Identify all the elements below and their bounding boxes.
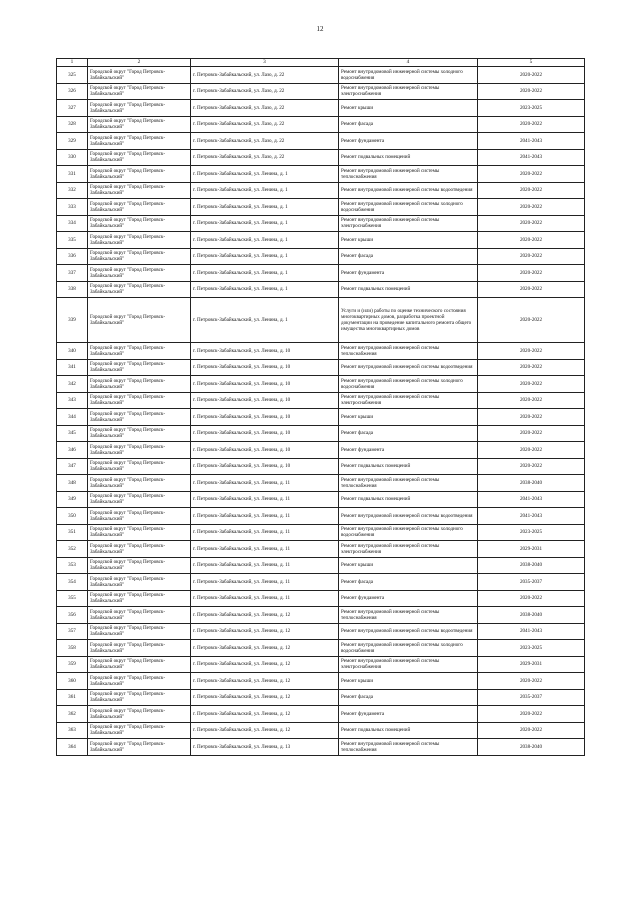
row-number-cell: 363 [57,722,88,739]
address-cell: г. Петровск-Забайкальский, ул. Ленина, д. 11 [191,590,339,607]
row-number-cell: 350 [57,508,88,525]
work-type-cell: Ремонт внутридомовой инженерной системы водоотведения [339,182,478,199]
table-row [57,83,585,100]
address-cell: г. Петровск-Забайкальский, ул. Ленина, д. 13 [191,739,339,756]
period-cell: 2020-2022 [478,359,585,376]
work-type-cell: Ремонт фундамента [339,706,478,723]
period-cell: 2038-2040 [478,475,585,492]
row-number-cell: 343 [57,392,88,409]
period-cell: 2041-2043 [478,491,585,508]
work-type-cell: Ремонт внутридомовой инженерной системы электроснабжения [339,215,478,232]
capital-repair-table [56,58,585,756]
municipality-cell: Городской округ "Город Петровск-Забайкальский" [88,232,191,249]
table-body [57,67,585,756]
work-type-cell: Ремонт фасада [339,689,478,706]
row-number-cell: 347 [57,458,88,475]
period-cell: 2038-2040 [478,557,585,574]
municipality-cell: Городской округ "Город Петровск-Забайкальский" [88,673,191,690]
table-row [57,67,585,84]
period-cell: 2041-2043 [478,149,585,166]
municipality-cell: Городской округ "Город Петровск-Забайкальский" [88,100,191,117]
address-cell: г. Петровск-Забайкальский, ул. Ленина, д. 11 [191,508,339,525]
table-row [57,673,585,690]
work-type-cell: Ремонт крыши [339,409,478,426]
address-cell: г. Петровск-Забайкальский, ул. Ленина, д. 10 [191,425,339,442]
work-type-cell: Ремонт внутридомовой инженерной системы водоотведения [339,508,478,525]
municipality-cell: Городской округ "Город Петровск-Забайкальский" [88,557,191,574]
table-row [57,182,585,199]
period-cell: 2020-2022 [478,298,585,343]
table-row [57,199,585,216]
address-cell: г. Петровск-Забайкальский, ул. Ленина, д. 11 [191,475,339,492]
work-type-cell: Ремонт внутридомовой инженерной системы электроснабжения [339,83,478,100]
address-cell: г. Петровск-Забайкальский, ул. Лазо, д. 22 [191,149,339,166]
address-cell: г. Петровск-Забайкальский, ул. Ленина, д. 12 [191,673,339,690]
column-header: 5 [478,59,585,67]
period-cell: 2020-2022 [478,343,585,360]
period-cell: 2020-2022 [478,116,585,133]
municipality-cell: Городской округ "Город Петровск-Забайкальский" [88,265,191,282]
address-cell: г. Петровск-Забайкальский, ул. Ленина, д. 1 [191,298,339,343]
address-cell: г. Петровск-Забайкальский, ул. Ленина, д. 1 [191,281,339,298]
work-type-cell: Ремонт внутридомовой инженерной системы водоотведения [339,623,478,640]
work-type-cell: Ремонт внутридомовой инженерной системы холодного водоснабжения [339,640,478,657]
row-number-cell: 332 [57,182,88,199]
row-number-cell: 359 [57,656,88,673]
row-number-cell: 326 [57,83,88,100]
table-row [57,541,585,558]
period-cell: 2035-2037 [478,689,585,706]
table-row [57,458,585,475]
row-number-cell: 335 [57,232,88,249]
address-cell: г. Петровск-Забайкальский, ул. Ленина, д. 11 [191,557,339,574]
period-cell: 2020-2022 [478,409,585,426]
period-cell: 2035-2037 [478,574,585,591]
work-type-cell: Ремонт фасада [339,248,478,265]
table-row [57,215,585,232]
address-cell: г. Петровск-Забайкальский, ул. Ленина, д. 1 [191,265,339,282]
table-row [57,607,585,624]
table-row [57,706,585,723]
period-cell: 2020-2022 [478,590,585,607]
work-type-cell: Ремонт внутридомовой инженерной системы электроснабжения [339,656,478,673]
table-row [57,722,585,739]
work-type-cell: Ремонт подвальных помещений [339,458,478,475]
column-header: 3 [191,59,339,67]
row-number-cell: 344 [57,409,88,426]
address-cell: г. Петровск-Забайкальский, ул. Ленина, д. 10 [191,409,339,426]
work-type-cell: Ремонт фундамента [339,590,478,607]
row-number-cell: 346 [57,442,88,459]
table-row [57,149,585,166]
work-type-cell: Ремонт внутридомовой инженерной системы холодного водоснабжения [339,376,478,393]
municipality-cell: Городской округ "Город Петровск-Забайкальский" [88,343,191,360]
table-row [57,133,585,150]
address-cell: г. Петровск-Забайкальский, ул. Ленина, д. 10 [191,458,339,475]
table-row [57,557,585,574]
row-number-cell: 327 [57,100,88,117]
row-number-cell: 331 [57,166,88,183]
address-cell: г. Петровск-Забайкальский, ул. Ленина, д. 10 [191,359,339,376]
work-type-cell: Ремонт внутридомовой инженерной системы теплоснабжения [339,475,478,492]
address-cell: г. Петровск-Забайкальский, ул. Лазо, д. 22 [191,100,339,117]
table-row [57,166,585,183]
work-type-cell: Ремонт крыши [339,557,478,574]
period-cell: 2041-2043 [478,133,585,150]
period-cell: 2020-2022 [478,706,585,723]
table-row [57,475,585,492]
table-row [57,392,585,409]
row-number-cell: 360 [57,673,88,690]
table-row [57,116,585,133]
period-cell: 2029-2031 [478,656,585,673]
municipality-cell: Городской округ "Город Петровск-Забайкальский" [88,166,191,183]
row-number-cell: 345 [57,425,88,442]
period-cell: 2023-2025 [478,524,585,541]
row-number-cell: 330 [57,149,88,166]
table-row [57,232,585,249]
table-row [57,491,585,508]
address-cell: г. Петровск-Забайкальский, ул. Ленина, д. 12 [191,689,339,706]
address-cell: г. Петровск-Забайкальский, ул. Ленина, д. 10 [191,442,339,459]
column-header: 1 [57,59,88,67]
municipality-cell: Городской округ "Город Петровск-Забайкальский" [88,215,191,232]
table-header-row [57,59,585,67]
row-number-cell: 328 [57,116,88,133]
municipality-cell: Городской округ "Город Петровск-Забайкальский" [88,442,191,459]
address-cell: г. Петровск-Забайкальский, ул. Ленина, д. 1 [191,166,339,183]
table-row [57,623,585,640]
row-number-cell: 358 [57,640,88,657]
municipality-cell: Городской округ "Город Петровск-Забайкальский" [88,298,191,343]
period-cell: 2020-2022 [478,442,585,459]
address-cell: г. Петровск-Забайкальский, ул. Ленина, д. 11 [191,574,339,591]
period-cell: 2020-2022 [478,232,585,249]
address-cell: г. Петровск-Забайкальский, ул. Ленина, д. 10 [191,392,339,409]
period-cell: 2020-2022 [478,215,585,232]
address-cell: г. Петровск-Забайкальский, ул. Ленина, д. 12 [191,607,339,624]
work-type-cell: Ремонт внутридомовой инженерной системы теплоснабжения [339,607,478,624]
column-header: 2 [88,59,191,67]
municipality-cell: Городской округ "Город Петровск-Забайкальский" [88,133,191,150]
work-type-cell: Ремонт внутридомовой инженерной системы холодного водоснабжения [339,67,478,84]
municipality-cell: Городской округ "Город Петровск-Забайкальский" [88,623,191,640]
work-type-cell: Ремонт внутридомовой инженерной системы холодного водоснабжения [339,524,478,541]
address-cell: г. Петровск-Забайкальский, ул. Ленина, д. 1 [191,182,339,199]
address-cell: г. Петровск-Забайкальский, ул. Ленина, д. 1 [191,199,339,216]
period-cell: 2020-2022 [478,199,585,216]
table-row [57,590,585,607]
work-type-cell: Ремонт фундамента [339,133,478,150]
row-number-cell: 339 [57,298,88,343]
work-type-cell: Ремонт фасада [339,425,478,442]
period-cell: 2020-2022 [478,67,585,84]
municipality-cell: Городской округ "Город Петровск-Забайкальский" [88,706,191,723]
municipality-cell: Городской округ "Город Петровск-Забайкальский" [88,656,191,673]
work-type-cell: Ремонт подвальных помещений [339,491,478,508]
municipality-cell: Городской округ "Город Петровск-Забайкальский" [88,607,191,624]
table-row [57,524,585,541]
row-number-cell: 354 [57,574,88,591]
row-number-cell: 361 [57,689,88,706]
municipality-cell: Городской округ "Город Петровск-Забайкальский" [88,149,191,166]
row-number-cell: 357 [57,623,88,640]
municipality-cell: Городской округ "Город Петровск-Забайкальский" [88,574,191,591]
period-cell: 2020-2022 [478,281,585,298]
table-row [57,343,585,360]
table-row [57,425,585,442]
table-row [57,281,585,298]
address-cell: г. Петровск-Забайкальский, ул. Ленина, д. 12 [191,640,339,657]
row-number-cell: 348 [57,475,88,492]
period-cell: 2020-2022 [478,182,585,199]
row-number-cell: 352 [57,541,88,558]
period-cell: 2020-2022 [478,83,585,100]
row-number-cell: 325 [57,67,88,84]
column-header: 4 [339,59,478,67]
row-number-cell: 364 [57,739,88,756]
row-number-cell: 353 [57,557,88,574]
period-cell: 2020-2022 [478,722,585,739]
municipality-cell: Городской округ "Город Петровск-Забайкальский" [88,541,191,558]
table-row [57,739,585,756]
period-cell: 2020-2022 [478,166,585,183]
work-type-cell: Ремонт внутридомовой инженерной системы теплоснабжения [339,166,478,183]
address-cell: г. Петровск-Забайкальский, ул. Ленина, д. 10 [191,343,339,360]
period-cell: 2023-2025 [478,640,585,657]
row-number-cell: 362 [57,706,88,723]
address-cell: г. Петровск-Забайкальский, ул. Ленина, д. 11 [191,524,339,541]
work-type-cell: Услуги и (или) работы по оценке технического состояния многоквартирных домов, разработка проектной документации на проведение капитального ремонта общего имущества многоквартирных домов [339,298,478,343]
table-row [57,689,585,706]
municipality-cell: Городской округ "Город Петровск-Забайкальский" [88,458,191,475]
municipality-cell: Городской округ "Город Петровск-Забайкальский" [88,640,191,657]
period-cell: 2023-2025 [478,100,585,117]
work-type-cell: Ремонт крыши [339,100,478,117]
address-cell: г. Петровск-Забайкальский, ул. Ленина, д. 12 [191,722,339,739]
table-row [57,409,585,426]
work-type-cell: Ремонт внутридомовой инженерной системы холодного водоснабжения [339,199,478,216]
municipality-cell: Городской округ "Город Петровск-Забайкальский" [88,392,191,409]
row-number-cell: 340 [57,343,88,360]
period-cell: 2041-2043 [478,623,585,640]
municipality-cell: Городской округ "Город Петровск-Забайкальский" [88,491,191,508]
municipality-cell: Городской округ "Город Петровск-Забайкальский" [88,689,191,706]
table-row [57,100,585,117]
municipality-cell: Городской округ "Город Петровск-Забайкальский" [88,722,191,739]
table-row [57,248,585,265]
period-cell: 2038-2040 [478,607,585,624]
period-cell: 2020-2022 [478,458,585,475]
row-number-cell: 351 [57,524,88,541]
row-number-cell: 333 [57,199,88,216]
municipality-cell: Городской округ "Город Петровск-Забайкальский" [88,67,191,84]
work-type-cell: Ремонт крыши [339,673,478,690]
address-cell: г. Петровск-Забайкальский, ул. Ленина, д. 1 [191,215,339,232]
period-cell: 2020-2022 [478,248,585,265]
address-cell: г. Петровск-Забайкальский, ул. Лазо, д. 22 [191,67,339,84]
municipality-cell: Городской округ "Город Петровск-Забайкальский" [88,248,191,265]
municipality-cell: Городской округ "Город Петровск-Забайкальский" [88,508,191,525]
municipality-cell: Городской округ "Город Петровск-Забайкальский" [88,739,191,756]
address-cell: г. Петровск-Забайкальский, ул. Лазо, д. 22 [191,83,339,100]
row-number-cell: 355 [57,590,88,607]
work-type-cell: Ремонт фундамента [339,442,478,459]
table-row [57,442,585,459]
work-type-cell: Ремонт внутридомовой инженерной системы электроснабжения [339,392,478,409]
row-number-cell: 336 [57,248,88,265]
municipality-cell: Городской округ "Город Петровск-Забайкальский" [88,475,191,492]
table-row [57,574,585,591]
table-row [57,265,585,282]
address-cell: г. Петровск-Забайкальский, ул. Ленина, д. 12 [191,623,339,640]
municipality-cell: Городской округ "Город Петровск-Забайкальский" [88,83,191,100]
municipality-cell: Городской округ "Город Петровск-Забайкальский" [88,590,191,607]
work-type-cell: Ремонт фасада [339,116,478,133]
work-type-cell: Ремонт подвальных помещений [339,149,478,166]
municipality-cell: Городской округ "Город Петровск-Забайкальский" [88,425,191,442]
row-number-cell: 334 [57,215,88,232]
table-row [57,359,585,376]
work-type-cell: Ремонт подвальных помещений [339,722,478,739]
municipality-cell: Городской округ "Город Петровск-Забайкальский" [88,281,191,298]
municipality-cell: Городской округ "Город Петровск-Забайкальский" [88,199,191,216]
period-cell: 2020-2022 [478,376,585,393]
period-cell: 2020-2022 [478,673,585,690]
municipality-cell: Городской округ "Город Петровск-Забайкальский" [88,524,191,541]
work-type-cell: Ремонт подвальных помещений [339,281,478,298]
municipality-cell: Городской округ "Город Петровск-Забайкальский" [88,116,191,133]
row-number-cell: 356 [57,607,88,624]
work-type-cell: Ремонт фасада [339,574,478,591]
work-type-cell: Ремонт внутридомовой инженерной системы электроснабжения [339,541,478,558]
work-type-cell: Ремонт внутридомовой инженерной системы водоотведения [339,359,478,376]
row-number-cell: 349 [57,491,88,508]
row-number-cell: 342 [57,376,88,393]
address-cell: г. Петровск-Забайкальский, ул. Ленина, д. 12 [191,656,339,673]
period-cell: 2029-2031 [478,541,585,558]
address-cell: г. Петровск-Забайкальский, ул. Ленина, д. 11 [191,541,339,558]
row-number-cell: 337 [57,265,88,282]
municipality-cell: Городской округ "Город Петровск-Забайкальский" [88,376,191,393]
municipality-cell: Городской округ "Город Петровск-Забайкальский" [88,409,191,426]
work-type-cell: Ремонт внутридомовой инженерной системы теплоснабжения [339,343,478,360]
table-row [57,508,585,525]
period-cell: 2041-2043 [478,508,585,525]
period-cell: 2020-2022 [478,265,585,282]
page-number: 12 [316,25,324,33]
municipality-cell: Городской округ "Город Петровск-Забайкальский" [88,359,191,376]
row-number-cell: 341 [57,359,88,376]
period-cell: 2038-2040 [478,739,585,756]
address-cell: г. Петровск-Забайкальский, ул. Ленина, д. 10 [191,376,339,393]
address-cell: г. Петровск-Забайкальский, ул. Ленина, д. 11 [191,491,339,508]
address-cell: г. Петровск-Забайкальский, ул. Лазо, д. 22 [191,116,339,133]
row-number-cell: 338 [57,281,88,298]
table-row [57,376,585,393]
work-type-cell: Ремонт крыши [339,232,478,249]
row-number-cell: 329 [57,133,88,150]
address-cell: г. Петровск-Забайкальский, ул. Лазо, д. 22 [191,133,339,150]
work-type-cell: Ремонт внутридомовой инженерной системы теплоснабжения [339,739,478,756]
table-row [57,656,585,673]
address-cell: г. Петровск-Забайкальский, ул. Ленина, д. 1 [191,232,339,249]
address-cell: г. Петровск-Забайкальский, ул. Ленина, д. 1 [191,248,339,265]
municipality-cell: Городской округ "Город Петровск-Забайкальский" [88,182,191,199]
address-cell: г. Петровск-Забайкальский, ул. Ленина, д. 12 [191,706,339,723]
work-type-cell: Ремонт фундамента [339,265,478,282]
table-row [57,298,585,343]
period-cell: 2020-2022 [478,392,585,409]
period-cell: 2020-2022 [478,425,585,442]
table-row [57,640,585,657]
